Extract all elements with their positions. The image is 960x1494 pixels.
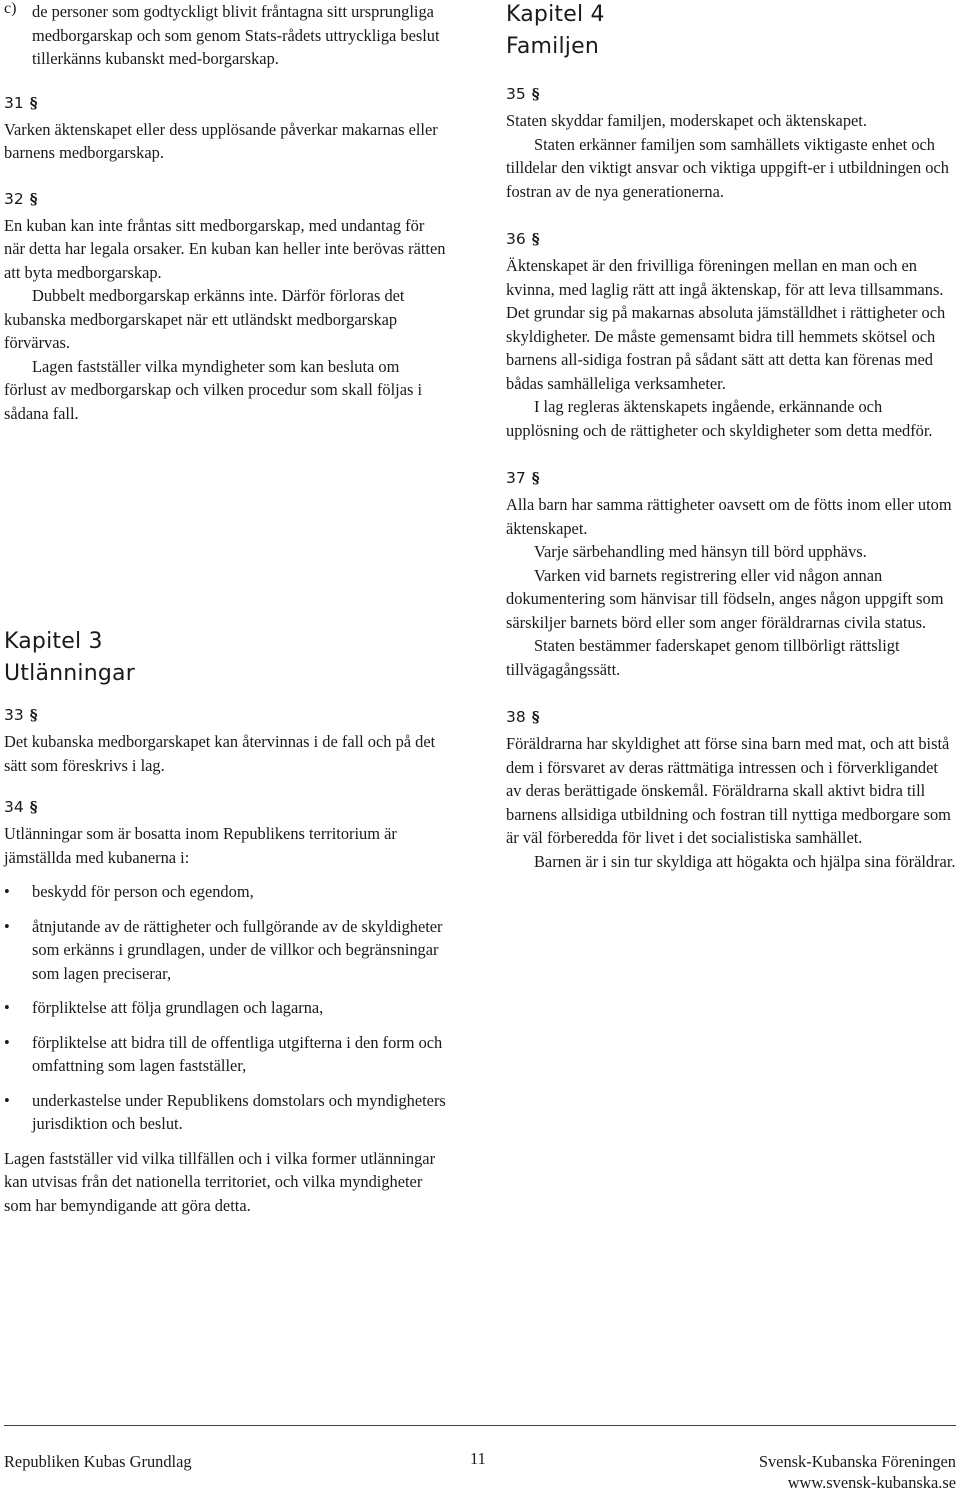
article-35	[506, 83, 956, 203]
bullet-icon: •	[4, 916, 10, 936]
page-number: 11	[470, 1449, 486, 1468]
article-paragraph: Staten skyddar familjen, moderskapet och äktenskapet.	[506, 111, 867, 130]
list-item-c	[4, 0, 446, 71]
list-item	[4, 880, 446, 904]
chapter-title: Familjen	[506, 34, 599, 59]
article-number: 35	[506, 85, 526, 103]
article-paragraph: Föräldrarna har skyldighet att förse sina barn med mat, och att bistå dem i försvaret av deras rättmätiga intressen och i förverkligandet av deras berättigade önskemål. Föräldrarna skall aktivt bidra till barnens allsidiga utbildning och fostran till nyttiga medborgare som är väl förberedda för livet i det socialistiska samhället.	[506, 734, 951, 847]
article-closing: Lagen fastställer vid vilka tillfällen och i vilka former utlänningar kan utvisas från det nationella territoriet, och vilka myndigheter som har bemyndigande att göra detta.	[4, 1148, 436, 1215]
chapter-title: Utlänningar	[4, 661, 135, 686]
chapter-number: Kapitel 3	[4, 629, 103, 654]
article-paragraph: Varken vid barnets registrering eller vid någon annan dokumentering som hänvisar till födseln, anges någon uppgift som särskiljer barnets börd eller som anger föräldrarnas civila status.	[506, 565, 944, 632]
article-heading	[506, 228, 956, 251]
article-heading	[4, 92, 446, 115]
section-sign-icon: §	[531, 469, 540, 487]
article-paragraph: Det kubanska medborgarskapet kan återvinnas i de fall och på det sätt som föreskrivs i lag.	[4, 732, 436, 775]
article-number: 32	[4, 189, 24, 208]
bullet-icon: •	[4, 1032, 10, 1052]
section-sign-icon: §	[531, 85, 540, 103]
section-sign-icon: §	[531, 230, 540, 248]
bullet-icon: •	[4, 998, 10, 1017]
list-item-text: förpliktelse att bidra till de offentliga utgifterna i den form och omfattning som lagen fastställer,	[32, 1032, 443, 1075]
article-paragraph: Staten erkänner familjen som samhällets viktigaste enhet och tilldelar den viktigt ansvar och viktiga uppgift-er i utbildningen och fostran av de nya generationerna.	[506, 134, 949, 201]
article-number: 34	[4, 798, 24, 816]
footer-divider	[4, 1425, 956, 1426]
article-paragraph: Staten bestämmer faderskapet genom tillbörligt rättsligt tillvägagångssätt.	[506, 636, 900, 679]
section-sign-icon: §	[29, 189, 38, 208]
list-item-text: underkastelse under Republikens domstolars och myndigheters jurisdiktion och beslut.	[32, 1090, 446, 1133]
article-37	[506, 467, 956, 681]
article-number: 33	[4, 706, 24, 724]
item-label: c)	[4, 0, 17, 17]
section-sign-icon: §	[29, 706, 38, 724]
article-heading	[506, 467, 956, 490]
article-heading	[506, 83, 956, 106]
article-paragraph: Varken äktenskapet eller dess upplösande påverkar makarnas eller barnens medborgarskap.	[4, 119, 438, 162]
article-34	[4, 796, 446, 1217]
article-paragraph: Lagen fastställer vilka myndigheter som kan besluta om förlust av medborgarskap och vilken procedur som skall följas i sådana fall.	[4, 356, 423, 423]
list-item-text: beskydd för person och egendom,	[32, 882, 254, 901]
chapter-3	[4, 626, 446, 1217]
article-paragraph: Äktenskapet är den frivilliga föreningen mellan en man och en kvinna, med laglig rätt att ingå äktenskap, för att leva tillsammans. Det grundar sig på makarnas absoluta jämställdhet i rättigheter och skyldigheter. De måste gemensamt bidra till hemmets skötsel och barnens all-sidiga fostran på sådant sätt att detta kan förenas med bådas samhälleliga verksamheter.	[506, 256, 946, 393]
article-number: 36	[506, 230, 526, 248]
footer-website-link[interactable]: www.svensk-kubanska.se	[787, 1473, 956, 1492]
left-column	[4, 0, 446, 1215]
article-36	[506, 228, 956, 442]
article-number: 31	[4, 93, 24, 112]
list-item-text: förpliktelse att följa grundlagen och lagarna,	[32, 998, 324, 1017]
article-38	[506, 706, 956, 873]
article-31	[4, 92, 446, 165]
article-paragraph: I lag regleras äktenskapets ingående, erkännande och upplösning och de rättigheter och skyldigheter som detta medför.	[506, 397, 933, 440]
article-heading	[4, 796, 446, 819]
article-32	[4, 188, 446, 426]
list-item	[4, 1031, 446, 1078]
article-33	[4, 704, 446, 777]
rights-list	[4, 880, 446, 1136]
article-intro: Utlänningar som är bosatta inom Republikens territorium är jämställda med kubanerna i:	[4, 824, 397, 867]
list-item	[4, 1089, 446, 1136]
article-paragraph: Barnen är i sin tur skyldiga att högakta och hjälpa sina föräldrar.	[534, 851, 956, 871]
article-paragraph: En kuban kan inte fråntas sitt medborgarskap, med undantag för när detta har legala orsaker. En kuban kan heller inte berövas rätten att byta medborgarskap.	[4, 215, 446, 282]
article-heading	[506, 706, 956, 729]
article-heading	[4, 188, 446, 211]
list-item-text: åtnjutande av de rättigheter och fullgörande av de skyldigheter som erkänns i grundlagen, under de villkor och begränsningar som lagen preciserar,	[32, 916, 443, 983]
list-item	[4, 996, 446, 1020]
article-paragraph: Varje särbehandling med hänsyn till börd upphävs.	[534, 542, 867, 561]
chapter-number: Kapitel 4	[506, 2, 605, 27]
section-sign-icon: §	[29, 93, 38, 112]
bullet-icon: •	[4, 882, 10, 901]
section-sign-icon: §	[29, 798, 38, 816]
section-sign-icon: §	[531, 708, 540, 726]
article-paragraph: Dubbelt medborgarskap erkänns inte. Därför förloras det kubanska medborgarskapet när ett utländskt medborgarskap förvärvas.	[4, 286, 405, 352]
article-paragraph: Alla barn har samma rättigheter oavsett om de fötts inom eller utom äktenskapet.	[506, 495, 952, 538]
footer-document-title: Republiken Kubas Grundlag	[4, 1452, 192, 1471]
item-text: de personer som godtyckligt blivit fråntagna sitt ursprungliga medborgarskap och som genom Stats-rådets uttryckliga beslut tillerkänns kubanskt med-borgarskap.	[32, 2, 440, 68]
article-heading	[4, 704, 446, 727]
footer-organization: Svensk-Kubanska Föreningen	[758, 1452, 956, 1471]
bullet-icon: •	[4, 1090, 10, 1110]
article-number: 38	[506, 708, 526, 726]
right-column	[506, 0, 956, 873]
list-item	[4, 915, 446, 986]
article-number: 37	[506, 469, 526, 487]
